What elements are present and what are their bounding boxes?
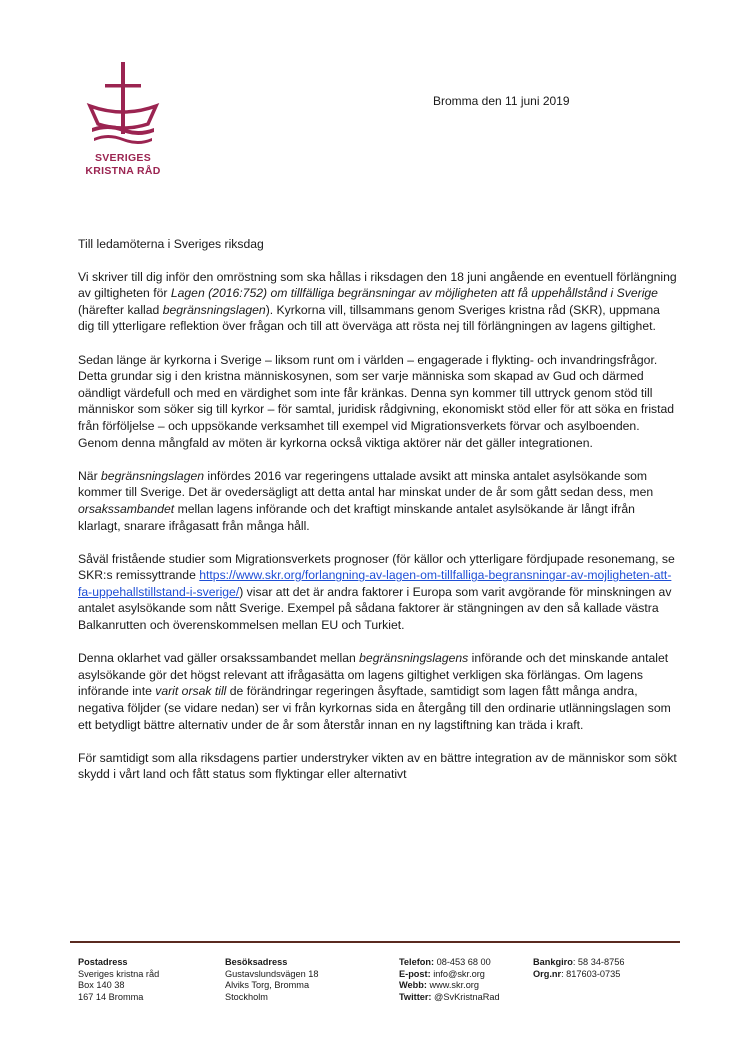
- footer-line: 167 14 Bromma: [78, 991, 144, 1002]
- text: ) visar att det är andra faktorer i Europa som varit avgörande för minskningen av antalet asylsökande som nått Sverige. Exempel på sådana faktorer är stängningen av den så kallade västra Balkanrutten och överenskommelsen mellan EU och Turkiet.: [78, 584, 672, 633]
- letter-body: [78, 236, 678, 800]
- footer-label: Telefon:: [399, 957, 435, 967]
- orgnr-value: : 817603-0735: [561, 968, 621, 979]
- text: Denna oklarhet vad gäller orsakssambandet mellan: [78, 651, 360, 666]
- cross-ship-icon: [78, 62, 168, 150]
- law-short-name: begränsningslagen: [162, 302, 266, 317]
- text: de förändringar regeringen åsyftade, samtidigt som lagen fått många andra, negativa följder (se vidare nedan) ser vi från kyrkornas sida en återgång till den ordinarie utlänningslagen som ett betydligt bättre alternativ under de år som återstår innan en ny lagstiftning kan träda i kraft.: [78, 684, 671, 732]
- law-title: Lagen (2016:752) om tillfälliga begränsningar av möjligheten att få uppehållstånd i Sverige: [170, 286, 658, 301]
- footer-label: Bankgiro: [533, 957, 573, 967]
- paragraph-1: [78, 269, 678, 335]
- remissyttrande-link[interactable]: https://www.skr.org/forlangning-av-lagen-om-tillfalliga-begransningar-av-mojligheten-att-fa-uppehallstillstand-i-sverige/: [78, 568, 672, 599]
- text: (härefter kallad: [78, 302, 163, 317]
- footer-line: Sveriges kristna råd: [78, 968, 160, 979]
- footer-orgnr: [533, 969, 624, 981]
- footer-label: Webb:: [399, 980, 427, 991]
- footer-postal-address: [78, 957, 159, 1003]
- bankgiro-value: : 58 34-8756: [572, 957, 625, 967]
- footer-line: Alviks Torg, Bromma: [225, 980, 310, 991]
- text: infördes 2016 var regeringens uttalade avsikt att minska antalet asylsökande som kommer till Sverige. Det är ovedersägligt att detta antal har minskat under de år som gått sedan dess, men: [78, 468, 654, 500]
- web-value: www.skr.org: [426, 980, 479, 991]
- footer-bankgiro: [533, 957, 624, 969]
- footer-visit-address: [225, 957, 318, 1003]
- paragraph-3: [78, 468, 678, 534]
- footer-label: Org.nr: [533, 968, 562, 979]
- text: När: [78, 468, 102, 483]
- paragraph-2: Sedan länge är kyrkorna i Sverige – liksom runt om i världen – engagerade i flykting- och invandringsfrågor. Detta grundar sig i den kristna människosynen, som ser varje människa som skapad av Gud och därmed oändligt värdefull och med en värdighet som inte får kränkas. Denna syn kommer till uttryck genom stöd till människor som söker sig till kyrkor – för samtal, juridisk rådgivning, ekonomiskt stöd eller för att söka en fristad från förföljelse – och uppsökande verksamhet till exempel vid Migrationsverkets förvar och asylboenden. Genom denna mångfald av möten är kyrkorna också viktiga aktörer när det gäller integrationen.: [78, 352, 675, 450]
- footer-phone: [399, 957, 500, 969]
- letter-date: Bromma den 11 juni 2019: [433, 94, 570, 108]
- phone-value: 08-453 68 00: [434, 957, 491, 967]
- text: mellan lagens införande och det kraftigt minskande antalet asylsökande är långt ifrån klarlagt, snarare ifrågasatt från många håll.: [78, 501, 635, 533]
- emphasis: begränsningslagens: [359, 651, 469, 666]
- footer-web: [399, 980, 500, 992]
- footer-contact: [399, 957, 500, 1003]
- logo-line-1: SVERIGES: [94, 152, 152, 164]
- text: införande och det minskande antalet asylsökande gör det högst relevant att ifrågasätta om lagens giltighet verkligen ska förlängas. Om lagens införande inte: [78, 651, 669, 699]
- footer-label: Besöksadress: [225, 957, 288, 967]
- footer-twitter: [399, 992, 500, 1004]
- logo-line-2: KRISTNA RÅD: [85, 165, 161, 177]
- footer-line: Gustavslundsvägen 18: [225, 968, 319, 979]
- footer-label: Twitter:: [399, 991, 432, 1002]
- emphasis: orsakssambandet: [78, 501, 175, 516]
- footer-label: E-post:: [399, 968, 431, 979]
- twitter-value: @SvKristnaRad: [431, 991, 500, 1002]
- footer-label: Postadress: [78, 957, 128, 967]
- emphasis: begränsningslagen: [101, 468, 205, 483]
- emphasis: varit orsak till: [155, 684, 227, 699]
- skr-logo: [78, 62, 168, 150]
- paragraph-4: [78, 551, 678, 634]
- text: Vi skriver till dig inför den omröstning som ska hållas i riksdagen den 18 juni angående en eventuell förlängning av giltigheten för: [78, 269, 677, 301]
- email-value: info@skr.org: [430, 968, 485, 979]
- text: Såväl fristående studier som Migrationsverkets prognoser (för källor och ytterligare fördjupade resonemang, se SKR:s remissyttrande: [78, 551, 675, 583]
- footer-line: Stockholm: [225, 991, 268, 1002]
- footer-email: [399, 969, 500, 981]
- footer-divider: [70, 941, 680, 943]
- logo-wordmark: [78, 152, 168, 178]
- footer-bank: [533, 957, 624, 980]
- paragraph-6: För samtidigt som alla riksdagens partier understryker vikten av en bättre integration av de människor som sökt skydd i vårt land och fått status som flyktingar eller alternativt: [78, 750, 677, 782]
- paragraph-5: [78, 650, 678, 733]
- text: ). Kyrkorna vill, tillsammans genom Sveriges kristna råd (SKR), uppmana dig till ytterligare reflektion över frågan och till att överväga att rösta nej till förlängningen av lagens giltighet.: [78, 302, 660, 334]
- salutation: Till ledamöterna i Sveriges riksdag: [78, 237, 264, 251]
- footer-line: Box 140 38: [78, 980, 125, 991]
